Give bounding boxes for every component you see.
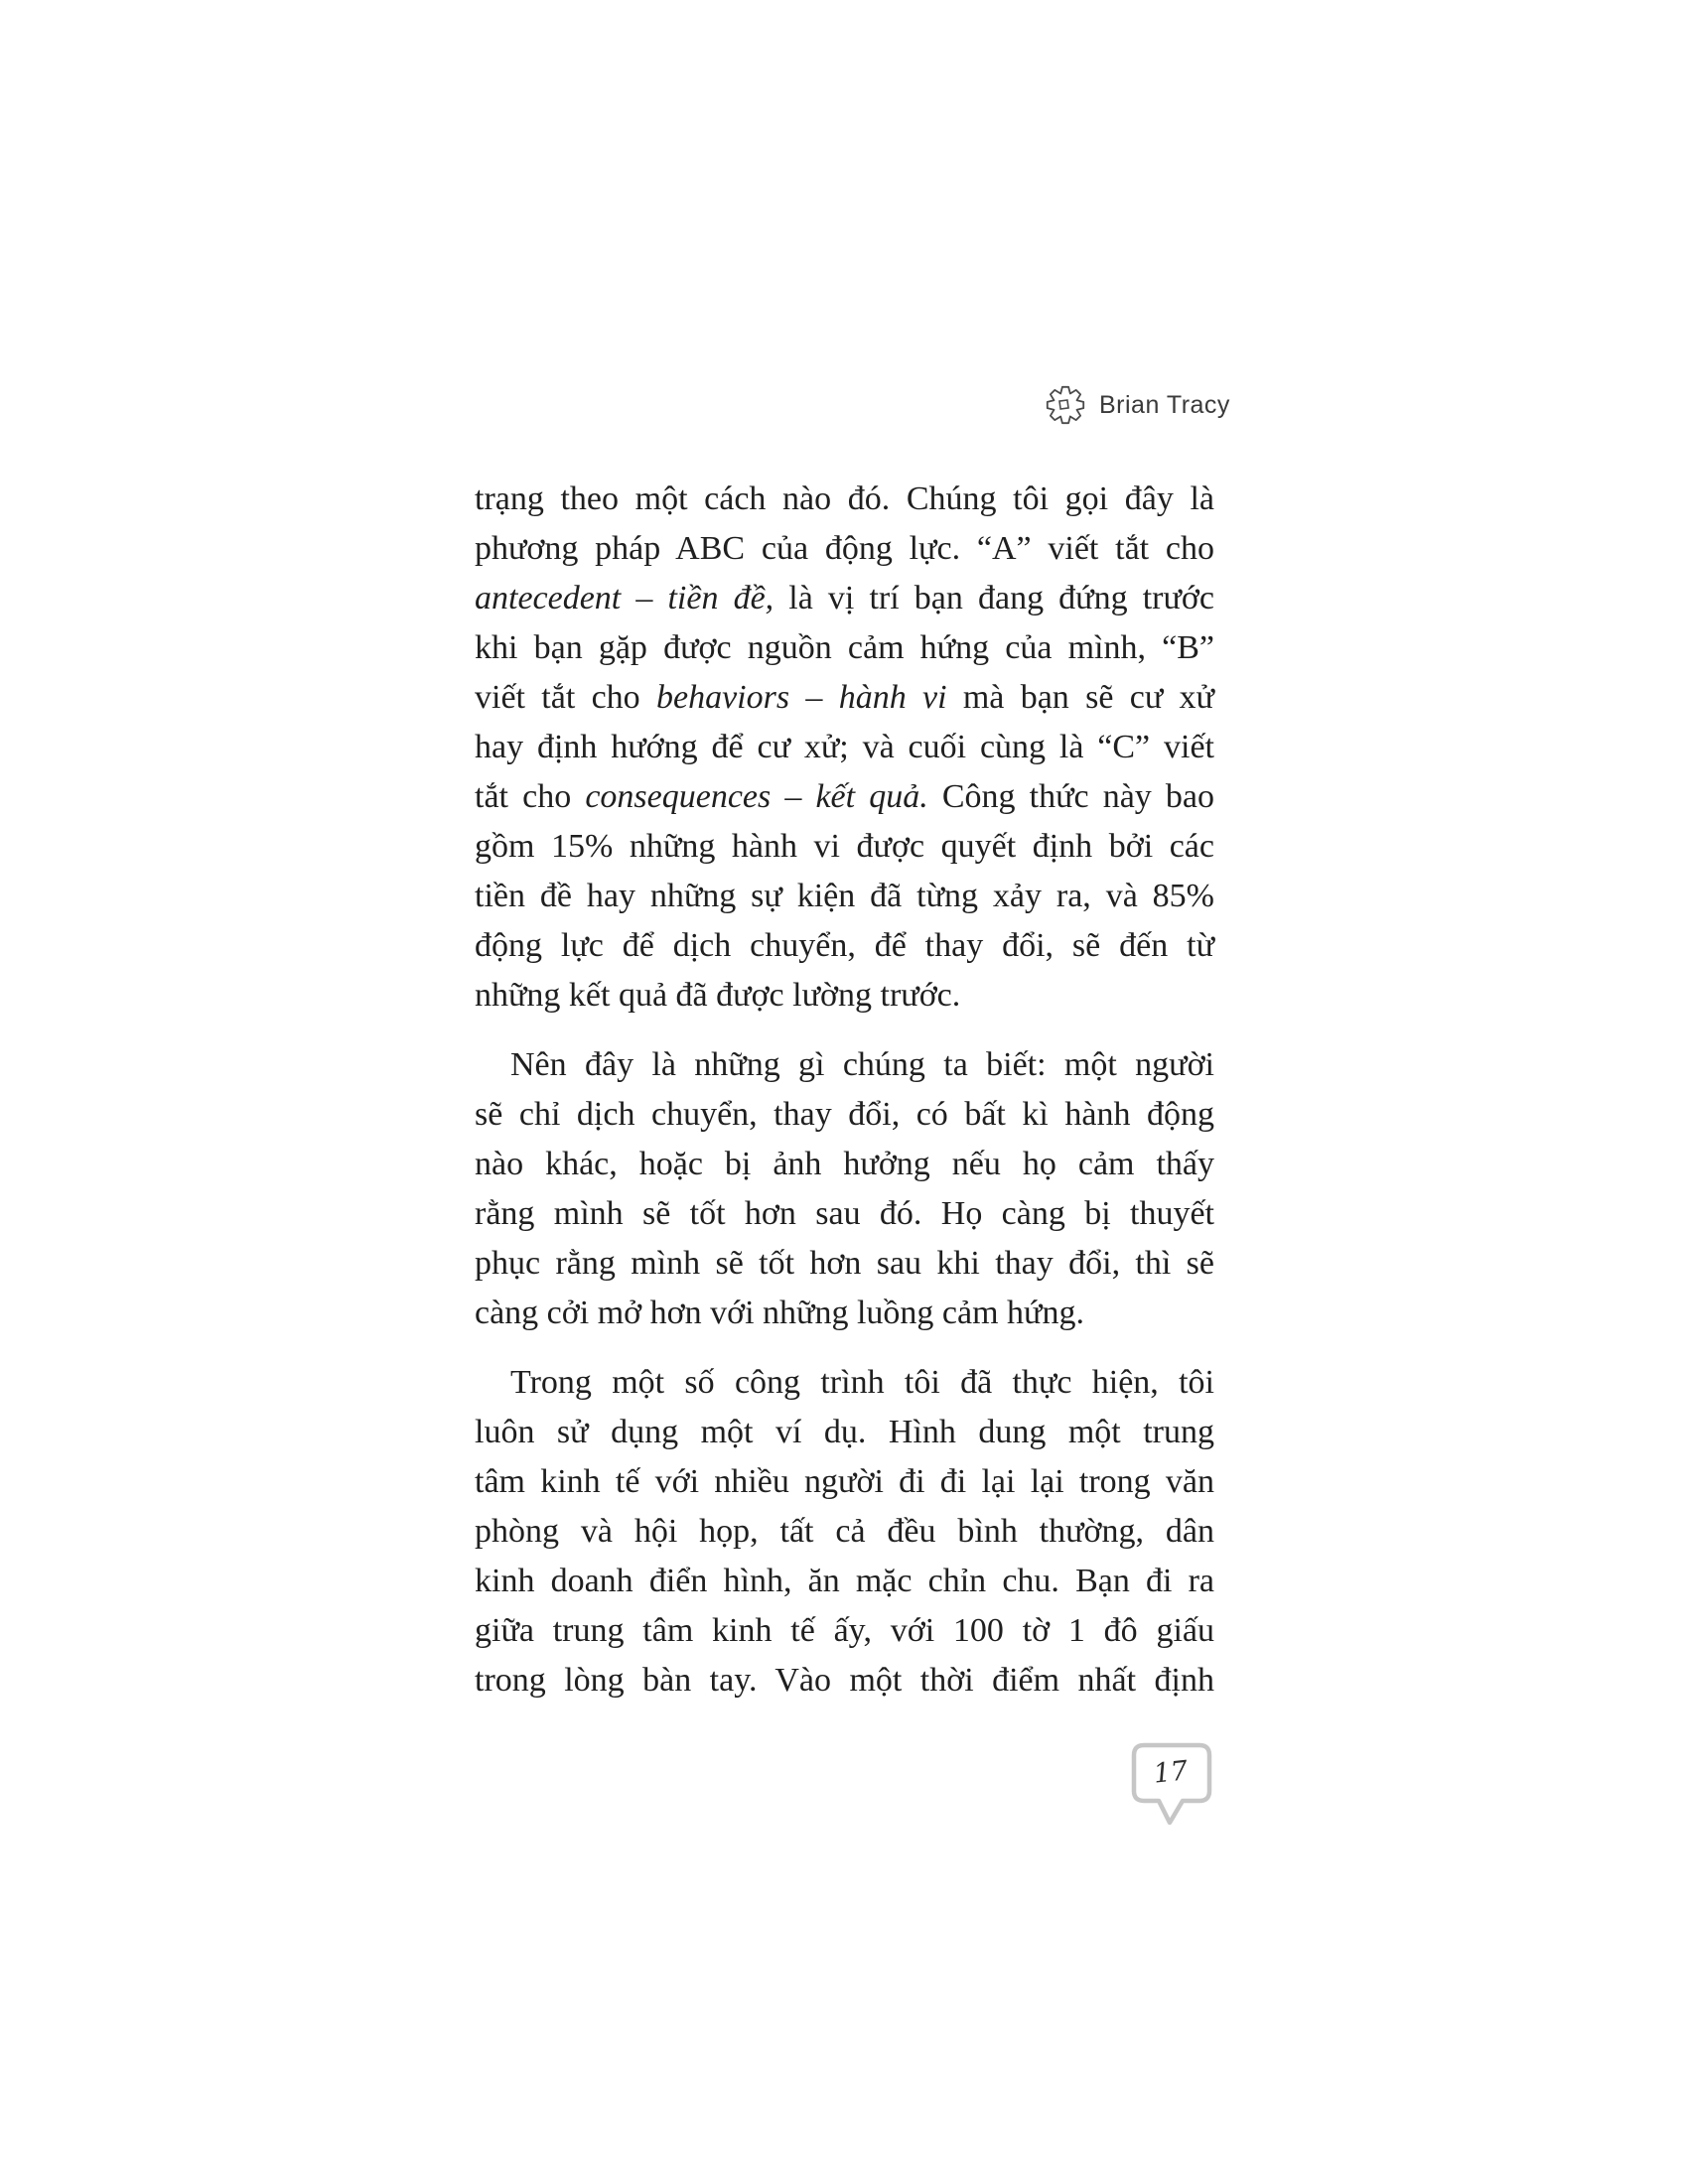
page-number: 17 [1152,1755,1190,1790]
author-name: Brian Tracy [1099,390,1230,419]
paragraph [475,1040,1214,1338]
text-line: nào khác, hoặc bị ảnh hưởng nếu họ cảm thấy [475,1146,1214,1182]
paragraph [475,1358,1214,1706]
text-line: càng cởi mở hơn với những luồng cảm hứng. [475,1295,1084,1331]
text-line: động lực để dịch chuyển, để thay đổi, sẽ đến từ [475,927,1214,964]
text-line: antecedent – tiền đề, là vị trí bạn đang đứng trước [475,580,1214,616]
text-line: Nên đây là những gì chúng ta biết: một người [510,1046,1214,1083]
text-line: phòng và hội họp, tất cả đều bình thường, dân [475,1513,1214,1550]
text-line: tiền đề hay những sự kiện đã từng xảy ra, và 85% [475,878,1214,914]
text-line: trong lòng bàn tay. Vào một thời điểm nhất định [475,1662,1214,1699]
text-line: hay định hướng để cư xử; và cuối cùng là “C” viết [475,729,1214,765]
text-line: trạng theo một cách nào đó. Chúng tôi gọi đây là [475,480,1214,517]
gear-doodle-icon [1046,385,1085,425]
text-line: viết tắt cho behaviors – hành vi mà bạn sẽ cư xử [475,679,1214,716]
text-line: giữa trung tâm kinh tế ấy, với 100 tờ 1 đô giấu [475,1612,1214,1649]
text-line: khi bạn gặp được nguồn cảm hứng của mình, “B” [475,629,1214,666]
paragraph [475,475,1214,1021]
body-text [475,475,1214,1706]
text-line: luôn sử dụng một ví dụ. Hình dung một trung [475,1414,1214,1450]
text-line: phương pháp ABC của động lực. “A” viết tắt cho [475,530,1214,567]
text-line: gồm 15% những hành vi được quyết định bởi các [475,828,1214,865]
text-line: kinh doanh điển hình, ăn mặc chỉn chu. Bạn đi ra [475,1563,1214,1599]
text-line: sẽ chỉ dịch chuyển, thay đổi, có bất kì hành động [475,1096,1214,1133]
text-line: rằng mình sẽ tốt hơn sau đó. Họ càng bị thuyết [475,1195,1214,1232]
text-line: phục rằng mình sẽ tốt hơn sau khi thay đổi, thì sẽ [475,1245,1214,1282]
page-number-bubble [1130,1741,1221,1833]
text-line: những kết quả đã được lường trước. [475,977,961,1014]
page-header [1046,385,1230,425]
text-line: tâm kinh tế với nhiều người đi đi lại lại trong văn [475,1463,1214,1500]
text-line: tắt cho consequences – kết quả. Công thức này bao [475,778,1215,815]
text-line: Trong một số công trình tôi đã thực hiện, tôi [510,1364,1214,1401]
